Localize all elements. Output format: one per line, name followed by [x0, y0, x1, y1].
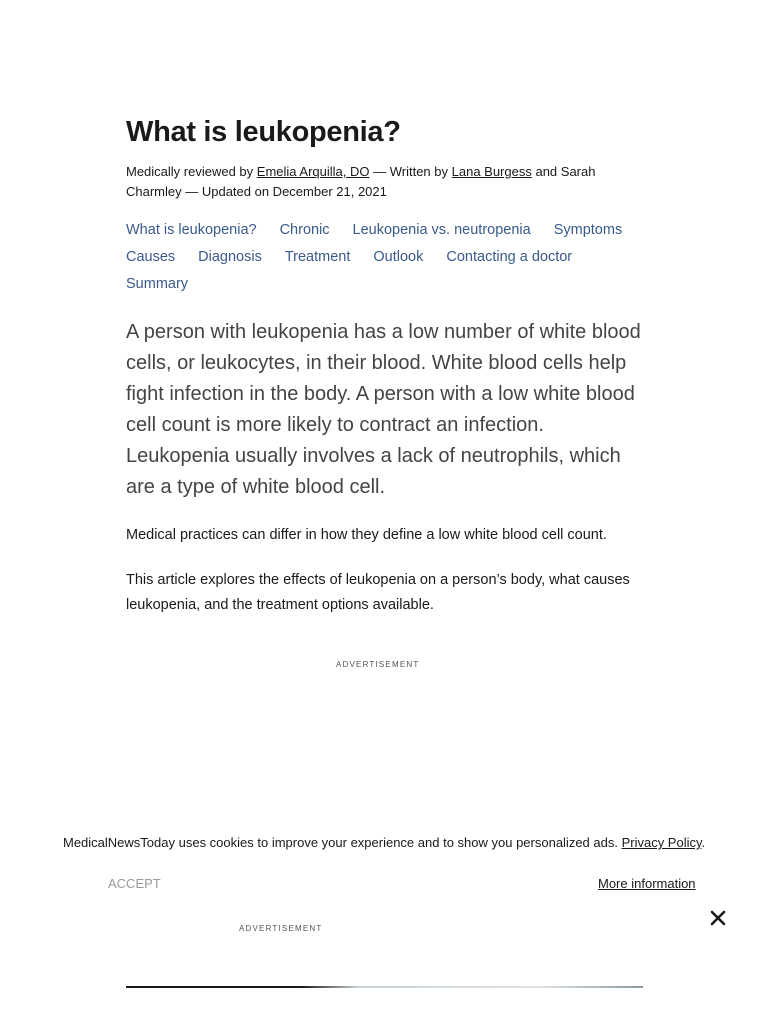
- byline-rest: and Sarah Charmley — Updated on December 21, 2021: [126, 164, 596, 199]
- toc-link-diagnosis[interactable]: Diagnosis: [198, 249, 262, 265]
- more-information-link[interactable]: More information: [598, 876, 696, 891]
- toc-link-outlook[interactable]: Outlook: [373, 249, 424, 265]
- accept-cookies-button[interactable]: ACCEPT: [108, 876, 161, 891]
- lead-paragraph: A person with leukopenia has a low number of white blood cells, or leukocytes, in their blood. White blood cells help fight infection in the body. A person with a low white blood cell count is more likely to contract an infection. Leukopenia usually involves a lack of neutrophils, which are a type of white blood cell.: [126, 321, 641, 498]
- toc-link-treatment[interactable]: Treatment: [284, 249, 351, 265]
- toc-link-causes[interactable]: Causes: [126, 249, 176, 265]
- page-title: What is leukopenia?: [126, 116, 401, 148]
- cookie-message-period: .: [701, 835, 706, 850]
- cookie-message: [63, 834, 705, 852]
- toc-link-what-is-leukopenia[interactable]: What is leukopenia?: [126, 222, 257, 238]
- byline-written-prefix: — Written by: [369, 164, 452, 179]
- reviewer-link[interactable]: Emelia Arquilla, DO: [256, 164, 370, 179]
- cookie-banner: [0, 826, 768, 942]
- advertisement-label: ADVERTISEMENT: [336, 660, 420, 669]
- toc-link-contacting-a-doctor[interactable]: Contacting a doctor: [446, 249, 573, 265]
- privacy-policy-link[interactable]: Privacy Policy: [621, 835, 702, 850]
- toc-link-chronic[interactable]: Chronic: [279, 222, 330, 238]
- author-link[interactable]: Lana Burgess: [451, 164, 532, 179]
- table-of-contents: [126, 220, 646, 295]
- article: [126, 112, 644, 633]
- divider: [126, 986, 643, 988]
- byline: [126, 162, 644, 202]
- toc-link-symptoms[interactable]: Symptoms: [553, 222, 623, 238]
- cookie-message-text: MedicalNewsToday uses cookies to improve your experience and to show you personalized ads.: [63, 835, 622, 850]
- byline-reviewed-prefix: Medically reviewed by: [126, 164, 257, 179]
- toc-link-summary[interactable]: Summary: [126, 276, 189, 292]
- body-paragraph: Medical practices can differ in how they define a low white blood cell count.: [126, 527, 607, 543]
- advertisement-label: ADVERTISEMENT: [239, 924, 323, 933]
- toc-link-leukopenia-vs-neutropenia[interactable]: Leukopenia vs. neutropenia: [352, 222, 531, 238]
- close-ad-button[interactable]: [708, 908, 728, 928]
- close-icon: [708, 908, 728, 928]
- body-paragraph: This article explores the effects of leukopenia on a person’s body, what causes leukopenia, and the treatment options available.: [126, 571, 630, 613]
